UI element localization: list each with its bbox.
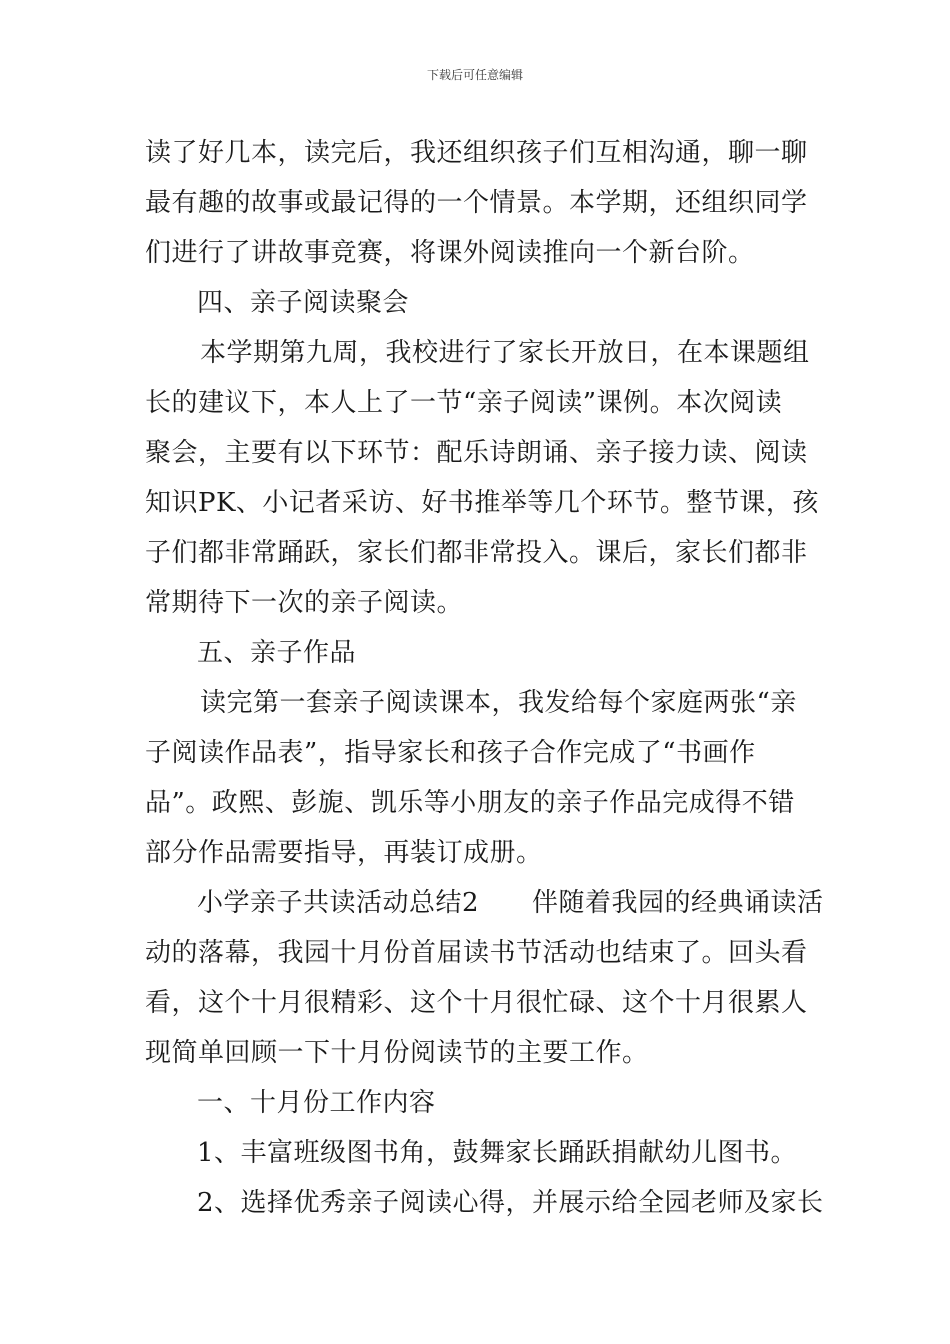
text-line: 看，这个十月很精彩、这个十月很忙碌、这个十月很累人	[145, 988, 808, 1018]
page-header: 下载后可任意编辑	[426, 68, 523, 82]
document-body	[145, 128, 824, 1228]
list-item: 2、选择优秀亲子阅读心得，并展示给全园老师及家长	[197, 1188, 824, 1218]
section-heading: 四、亲子阅读聚会	[197, 288, 410, 318]
text-line: 品”。政熙、彭旎、凯乐等小朋友的亲子作品完成得不错	[145, 788, 795, 818]
text-line: 现简单回顾一下十月份阅读节的主要工作。	[145, 1038, 649, 1068]
text-line: 聚会，主要有以下环节：配乐诗朗诵、亲子接力读、阅读	[145, 438, 808, 468]
section-heading: 一、十月份工作内容	[197, 1088, 436, 1118]
text-line: 最有趣的故事或最记得的一个情景。本学期，还组织同学	[145, 188, 808, 218]
text-line: 小学亲子共读活动总结2 伴随着我园的经典诵读活	[197, 888, 824, 918]
section-heading: 五、亲子作品	[197, 638, 357, 668]
text-line: 读完第一套亲子阅读课本，我发给每个家庭两张“亲	[200, 688, 797, 718]
text-line: 动的落幕，我园十月份首届读书节活动也结束了。回头看	[145, 938, 808, 968]
list-item: 1、丰富班级图书角，鼓舞家长踊跃捐献幼儿图书。	[197, 1138, 798, 1168]
text-line: 部分作品需要指导，再装订成册。	[145, 838, 543, 868]
text-line: 读了好几本，读完后，我还组织孩子们互相沟通，聊一聊	[145, 138, 808, 168]
text-line: 们进行了讲故事竞赛，将课外阅读推向一个新台阶。	[145, 238, 755, 268]
text-line: 长的建议下，本人上了一节“亲子阅读”课例。本次阅读	[145, 388, 783, 418]
text-line: 子阅读作品表”，指导家长和孩子合作完成了“书画作	[145, 738, 756, 768]
text-line: 子们都非常踊跃，家长们都非常投入。课后，家长们都非	[145, 538, 808, 568]
text-line: 常期待下一次的亲子阅读。	[145, 588, 464, 618]
text-line: 知识PK、小记者采访、好书推举等几个环节。整节课，孩	[145, 488, 819, 518]
text-line: 本学期第九周，我校进行了家长开放日，在本课题组	[200, 338, 810, 368]
